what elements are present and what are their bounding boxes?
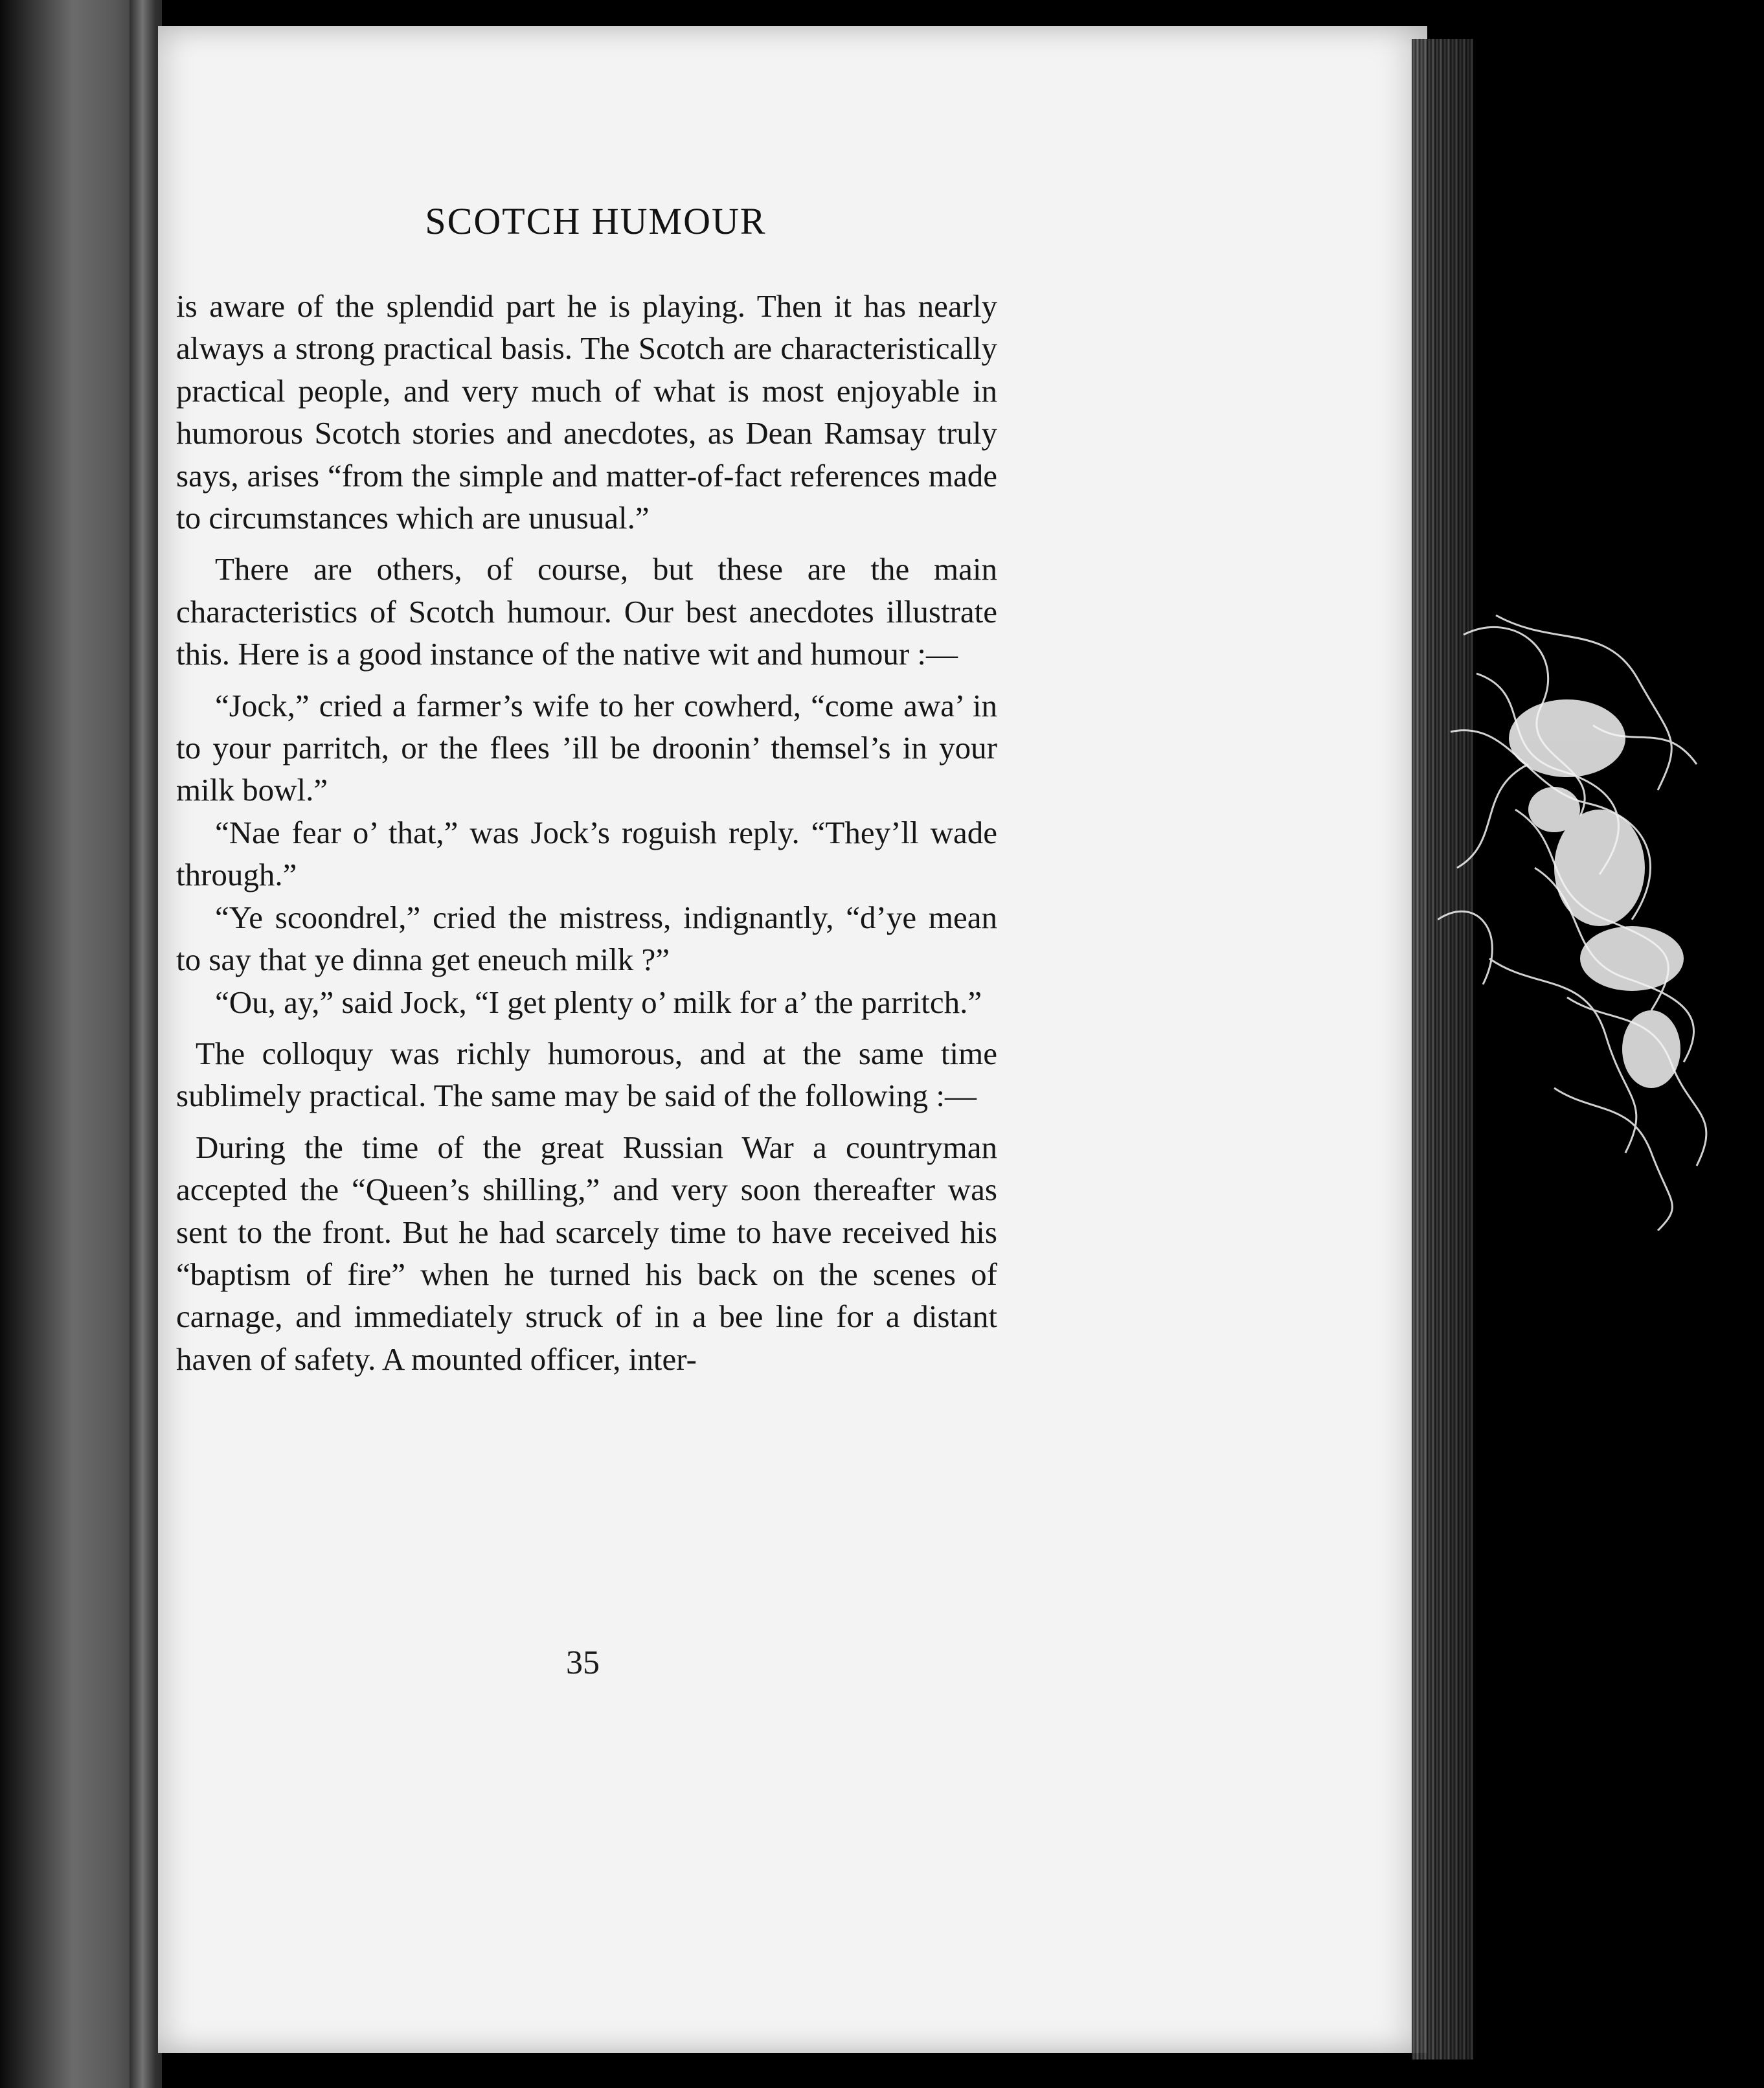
page-body <box>176 285 997 1380</box>
paragraph: During the time of the great Russian War a countryman accepted the “Queen’s shilling,” and very soon thereafter was sent to the front. But he had scarcely time to have received his “baptism of fire” when he turned his back on the scenes of carnage, and immediately struck of in a bee line for a distant haven of safety. A mounted officer, inter- <box>176 1129 997 1377</box>
paragraph: The colloquy was richly humorous, and at the same time sublimely practical. The same may be said of the following :— <box>176 1035 997 1114</box>
running-head: SCOTCH HUMOUR <box>425 200 767 242</box>
gutter-binding-strip <box>130 0 155 2088</box>
paragraph: “Jock,” cried a farmer’s wife to her cowherd, “come awa’ in to your parritch, or the flees ’ill be droonin’ themsel’s in your milk bowl.” <box>176 687 997 808</box>
paper-fiber-tuft-image <box>1438 596 1748 1243</box>
paragraph: “Ye scoondrel,” cried the mistress, indignantly, “d’ye mean to say that ye dinna get eneuch milk ?” <box>176 899 997 978</box>
paragraph: There are others, of course, but these are the main characteristics of Scotch humour. Our best anecdotes illustrate this. Here is a good instance of the native wit and humour :— <box>176 551 997 672</box>
paragraph: “Ou, ay,” said Jock, “I get plenty o’ milk for a’ the parritch.” <box>215 984 982 1020</box>
page-number: 35 <box>566 1644 600 1681</box>
paragraph: is aware of the splendid part he is playing. Then it has nearly always a strong practical basis. The Scotch are characteristically practical people, and very much of what is most enjoyable in humorous Scotch stories and anecdotes, as Dean Ramsay truly says, arises “from the simple and matter-of-fact references made to circumstances which are unusual.” <box>176 288 997 536</box>
paragraph: “Nae fear o’ that,” was Jock’s roguish reply. “They’ll wade through.” <box>176 814 997 893</box>
